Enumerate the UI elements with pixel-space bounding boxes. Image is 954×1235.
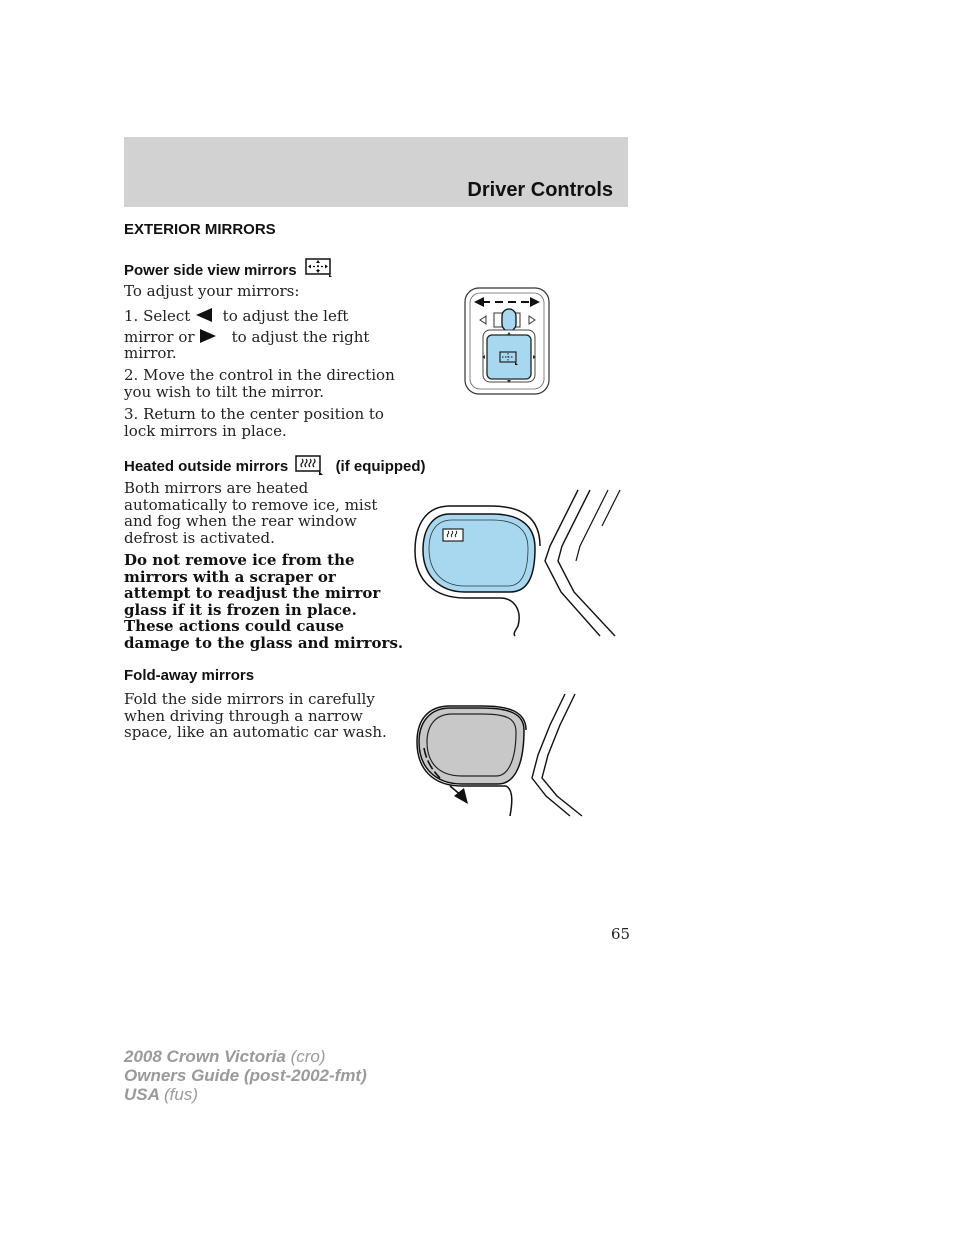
warning-line: glass if it is frozen in place. xyxy=(124,600,357,619)
heated-qualifier: (if equipped) xyxy=(335,458,426,475)
warning-line: mirrors with a scraper or xyxy=(124,567,336,586)
section-title: EXTERIOR MIRRORS xyxy=(124,221,276,238)
fold-body-line: Fold the side mirrors in carefully xyxy=(124,690,375,708)
step1-d: to adjust the right xyxy=(231,327,370,346)
fold-body-line: when driving through a narrow xyxy=(124,706,363,725)
footer-line-3 xyxy=(124,1085,367,1104)
footer-model-code: (cro) xyxy=(290,1047,326,1066)
step2-line-1: 2. Move the control in the direction xyxy=(124,366,395,384)
right-arrow-icon xyxy=(199,328,217,344)
power-mirrors-heading xyxy=(124,258,333,279)
left-arrow-icon xyxy=(195,307,213,323)
step1-b: to adjust the left xyxy=(222,307,349,325)
heated-body-line: Both mirrors are heated xyxy=(124,479,309,497)
footer xyxy=(124,1047,367,1104)
power-step-1 xyxy=(124,307,369,362)
fold-mirrors-title: Fold-away mirrors xyxy=(124,667,255,684)
heated-mirror-figure xyxy=(410,486,630,638)
mirror-control-figure xyxy=(462,285,556,397)
warning-line: Do not remove ice from the xyxy=(124,551,355,569)
page-title: Driver Controls xyxy=(467,179,613,201)
heated-mirrors-heading xyxy=(124,455,426,475)
mirror-control-icon xyxy=(305,258,333,278)
fold-body-line: space, like an automatic car wash. xyxy=(124,723,387,741)
step3-line-1: 3. Return to the center position to xyxy=(124,405,384,423)
warning-line: attempt to readjust the mirror xyxy=(124,584,381,602)
footer-model: 2008 Crown Victoria xyxy=(124,1047,286,1066)
step1-a: 1. Select xyxy=(124,307,191,325)
warning-line: damage to the glass and mirrors. xyxy=(124,633,404,652)
step3-line-2: lock mirrors in place. xyxy=(124,421,287,440)
rear-defrost-icon xyxy=(295,455,325,475)
footer-market-code: (fus) xyxy=(164,1085,198,1104)
warning-line: These actions could cause xyxy=(124,617,345,635)
page-number: 65 xyxy=(611,925,631,943)
step1-e: mirror. xyxy=(124,344,177,362)
power-step-2 xyxy=(124,367,395,400)
heated-body-line: automatically to remove ice, mist xyxy=(124,495,378,514)
heated-body-line: defrost is activated. xyxy=(124,528,275,547)
power-intro: To adjust your mirrors: xyxy=(124,282,300,300)
heated-mirrors-title: Heated outside mirrors xyxy=(124,458,289,475)
power-mirrors-title: Power side view mirrors xyxy=(124,262,297,279)
fold-mirror-figure xyxy=(410,690,590,820)
step2-line-2: you wish to tilt the mirror. xyxy=(124,382,324,401)
fold-body xyxy=(124,691,387,741)
heated-body-line: and fog when the rear window xyxy=(124,512,357,530)
heated-body xyxy=(124,480,377,546)
footer-market: USA xyxy=(124,1085,160,1104)
footer-line-2: Owners Guide (post-2002-fmt) xyxy=(124,1066,367,1085)
header-band xyxy=(124,137,628,207)
step1-c: mirror or xyxy=(124,327,195,346)
heated-warning xyxy=(124,552,403,651)
footer-line-1 xyxy=(124,1047,367,1066)
power-step-3 xyxy=(124,406,384,439)
